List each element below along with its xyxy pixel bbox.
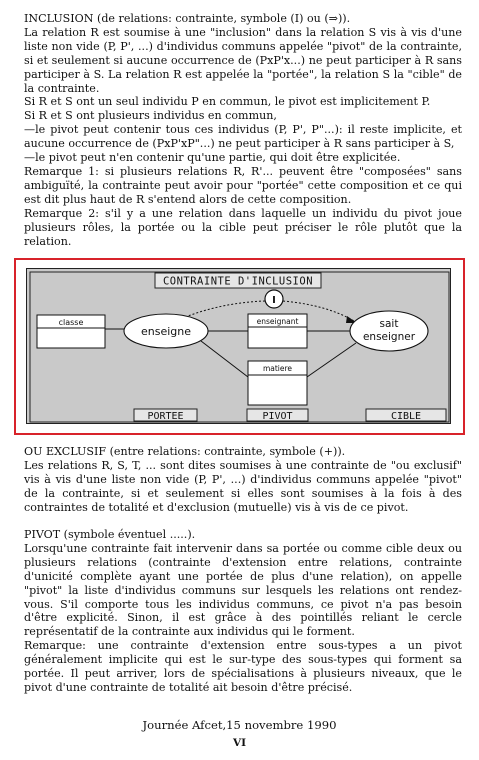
entity-classe-label: classe [58, 318, 84, 327]
inclusion-case-part: —le pivot peut n'en contenir qu'une partie, qui doit être explicitée. [24, 151, 401, 165]
diagram-title: CONTRAINTE D'INCLUSION [162, 275, 314, 288]
section-ou-exclusif [24, 445, 462, 515]
label-pivot: PIVOT [262, 411, 293, 422]
entity-matiere-label: matiere [262, 364, 293, 373]
inclusion-remark-1: Remarque 1: si plusieurs relations R, R'... peuvent être "composées" sans ambiguïté, la contrainte peut avoir pour "portée" cette composition et ce qui est dit plus haut de R s'entend alors de cette composition. [24, 164, 462, 206]
pivot-heading: PIVOT (symbole éventuel .....). [24, 528, 196, 541]
constraint-symbol: I [272, 295, 276, 306]
label-cible: CIBLE [390, 411, 422, 422]
exclusif-heading: OU EXCLUSIF (entre relations: contrainte, symbole (+)). [24, 445, 346, 458]
exclusif-definition: Les relations R, S, T, ... sont dites soumises à une contrainte de "ou exclusif" vis à vis d'une liste non vide (P, P', ...) d'individus communs appelée "pivot" de la contrainte, si et seulement si elles sont soumises à la fois à des contraintes de totalité et d'exclusion (mutuelle) vis à vis de ce pivot. [24, 458, 462, 514]
label-portee: PORTEE [147, 411, 184, 422]
link-enseigne-matiere [201, 341, 248, 377]
relation-sait-enseigner-label-2: enseigner [362, 331, 416, 343]
relation-enseigne-label: enseigne [140, 325, 192, 338]
relation-sait-enseigner-label-1: sait [379, 318, 399, 330]
section-pivot [24, 528, 462, 695]
inclusion-single-individual: Si R et S ont un seul individu P en commun, le pivot est implicitement P. [24, 95, 431, 109]
pivot-definition: Lorsqu'une contrainte fait intervenir dans sa portée ou comme cible deux ou plusieurs relations (contrainte d'extension entre relations, contrainte d'unicité complète ayant une portée de plus d'une relation), on appelle "pivot" la liste d'individus communs sur lesquels les relations ont rendez-vous. S'il comporte tous les individus communs, ce pivot n'a pas besoin d'être explicité. Sinon, il est grâce à des pointillés reliant le cercle représentatif de la contrainte aux individus qui le forment. [24, 541, 462, 639]
link-matiere-sait [307, 343, 356, 377]
inclusion-heading: INCLUSION (de relations: contrainte, symbole (I) ou (⇒)). [24, 12, 351, 25]
inclusion-remark-2: Remarque 2: s'il y a une relation dans laquelle un individu du pivot joue plusieurs rôles, la portée ou la cible peut préciser le rôle plutôt que la relation. [24, 206, 462, 248]
inclusion-multiple-individuals: Si R et S ont plusieurs individus en commun, [24, 109, 277, 123]
entity-enseignant-label: enseignant [256, 317, 299, 326]
page-footer: Journée Afcet,15 novembre 1990 [142, 718, 337, 732]
inclusion-case-all: —le pivot peut contenir tous ces individus (P, P', P"...): il reste implicite, et aucune occurrence de (PxP'xP"...) ne peut participer à R sans participer à S, [24, 123, 462, 151]
page-number: VI [232, 737, 247, 749]
pivot-remark: Remarque: une contrainte d'extension entre sous-types a un pivot généralement implicite qui est le sur-type des sous-types qui forment sa portée. Il peut arriver, lors de spécialisations à plusieurs niveaux, que le pivot d'une contrainte de totalité ait besoin d'être précisé. [24, 639, 462, 694]
inclusion-diagram [26, 268, 451, 424]
inclusion-definition: La relation R est soumise à une "inclusion" dans la relation S vis à vis d'une liste non vide (P, P', ...) d'individus communs appelée "pivot" de la contrainte, si et seulement si aucune occurrence de (PxP'x...) ne peut participer à R sans participer à S. La relation R est appelée la "portée", la relation S la "cible" de la contrainte. [24, 25, 462, 95]
section-inclusion [24, 12, 462, 248]
